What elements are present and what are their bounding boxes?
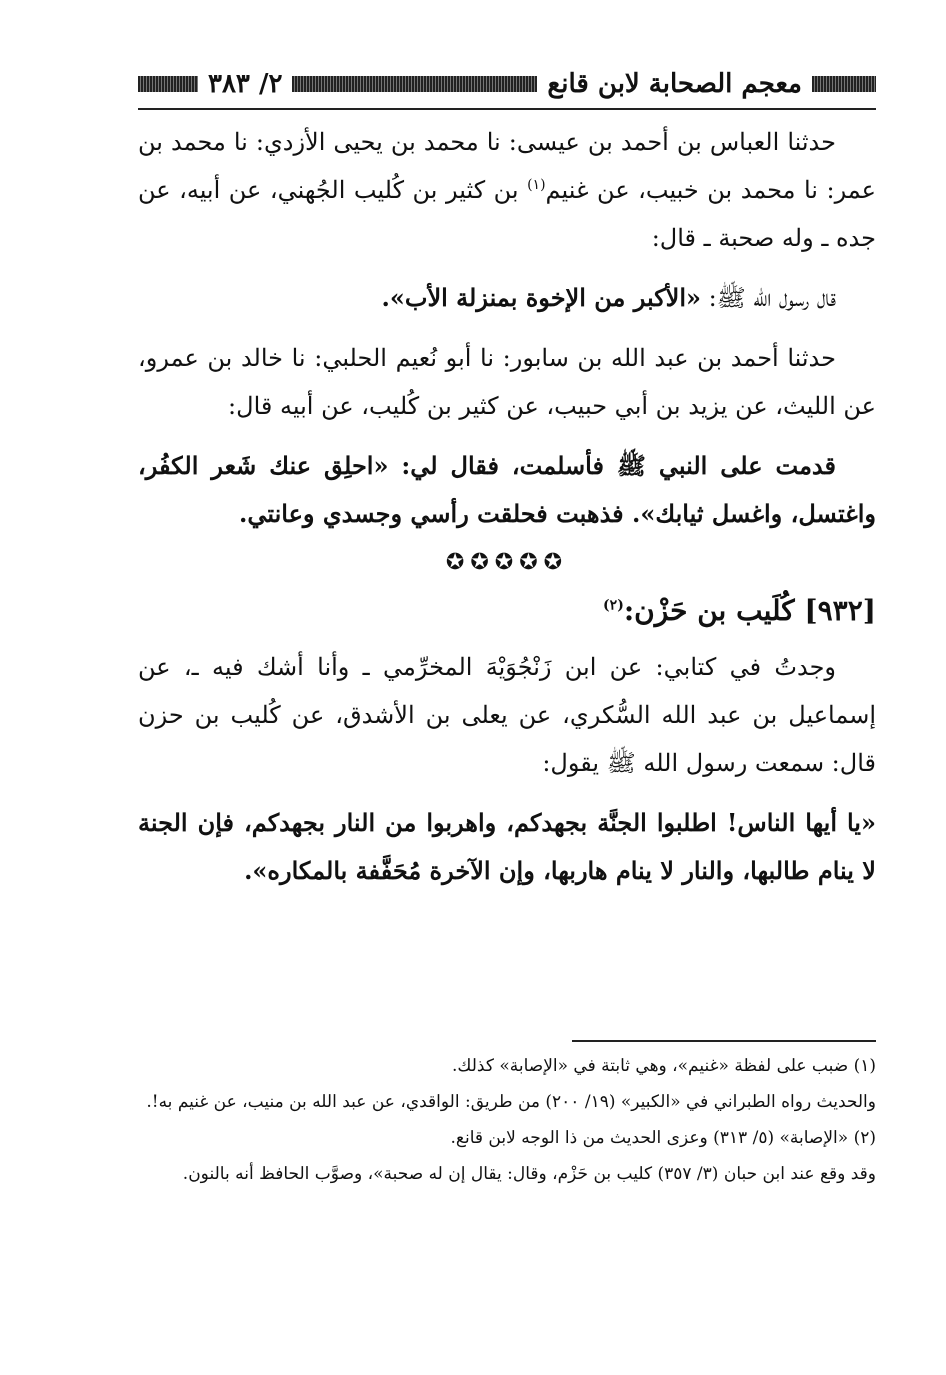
paragraph-2: قال رسول الله ﷺ: «الأكبر من الإخوة بمنزلة الأب». (381, 283, 836, 312)
header-ornament-left (138, 76, 198, 92)
entry-hadith-quote: «يا أيها الناس! اطلبوا الجنَّة بجهدكم، واهربوا من النار بجهدكم، فإن الجنة لا ينام طالبها، والنار لا ينام هاربها، وإن الآخرة مُحَفَّفة بالمكاره». (138, 808, 876, 885)
page-header (138, 62, 876, 106)
hadith-quote-1: «الأكبر من الإخوة بمنزلة الأب». (381, 283, 701, 312)
footnote-ref-2: (٢) (603, 597, 624, 614)
main-text (138, 118, 876, 907)
section-separator: ✪✪✪✪✪ (445, 550, 569, 575)
entry-heading: [٩٣٢] كُلَيب بن حَزْن:$^{(٢)}$ (603, 594, 876, 627)
footnote-2: (٢) «الإصابة» (٥/ ٣١٣) وعزى الحديث من ذا الوجه لابن قانع. (450, 1128, 876, 1148)
entry-paragraph-1: وجدتُ في كتابي: عن ابن زَنْجُوَيْهَ المخرِّمي ـ وأنا أشك فيه ـ، عن إسماعيل بن عبد الله السُّكري، عن يعلى بن الأشدق، عن كُليب بن حزن قال: سمعت رسول الله ﷺ يقول: (138, 653, 876, 777)
header-ornament-right (812, 76, 876, 92)
footnote-1: (١) ضبب على لفظة «غنيم»، وهي ثابتة في «الإصابة» كذلك. (452, 1056, 876, 1076)
header-ornament-middle (292, 76, 537, 92)
paragraph-3: حدثنا أحمد بن عبد الله بن سابور: نا أبو نُعيم الحلبي: نا خالد بن عمرو، عن الليث، عن يزيد بن أبي حبيب، عن كثير بن كُليب، عن أبيه قال: (138, 344, 876, 420)
header-rule (138, 108, 876, 110)
footnote-2-continued: وقد وقع عند ابن حبان (٣/ ٣٥٧) كليب بن حَزْم، وقال: يقال إن له صحبة»، وصوَّب الحافظ أنه بالنون. (182, 1164, 876, 1184)
page-number: ٢/ ٣٨٣ (208, 69, 283, 99)
footnotes (138, 1050, 876, 1194)
paragraph-1: حدثنا العباس بن أحمد بن عيسى: نا محمد بن يحيى الأزدي: نا محمد بن عمر: نا محمد بن خبيب، عن غنيم$^{(١)}$ بن كثير بن كُليب الجُهني، عن أبيه، عن جده ـ وله صحبة ـ قال: (138, 128, 877, 252)
footnote-ref-1: (١) (527, 177, 546, 193)
book-title: معجم الصحابة لابن قانع (547, 69, 802, 99)
footnote-1-continued: والحديث رواه الطبراني في «الكبير» (١٩/ ٢٠٠) من طريق: الواقدي، عن عبد الله بن منيب، عن غنيم به!. (146, 1092, 876, 1112)
footnote-rule (572, 1040, 876, 1042)
paragraph-4: قدمت على النبي ﷺ فأسلمت، فقال لي: «احلِق عنك شَعر الكفُر، واغتسل، واغسل ثيابك». فذهبت فحلقت رأسي وجسدي وعانتي. (138, 451, 876, 528)
